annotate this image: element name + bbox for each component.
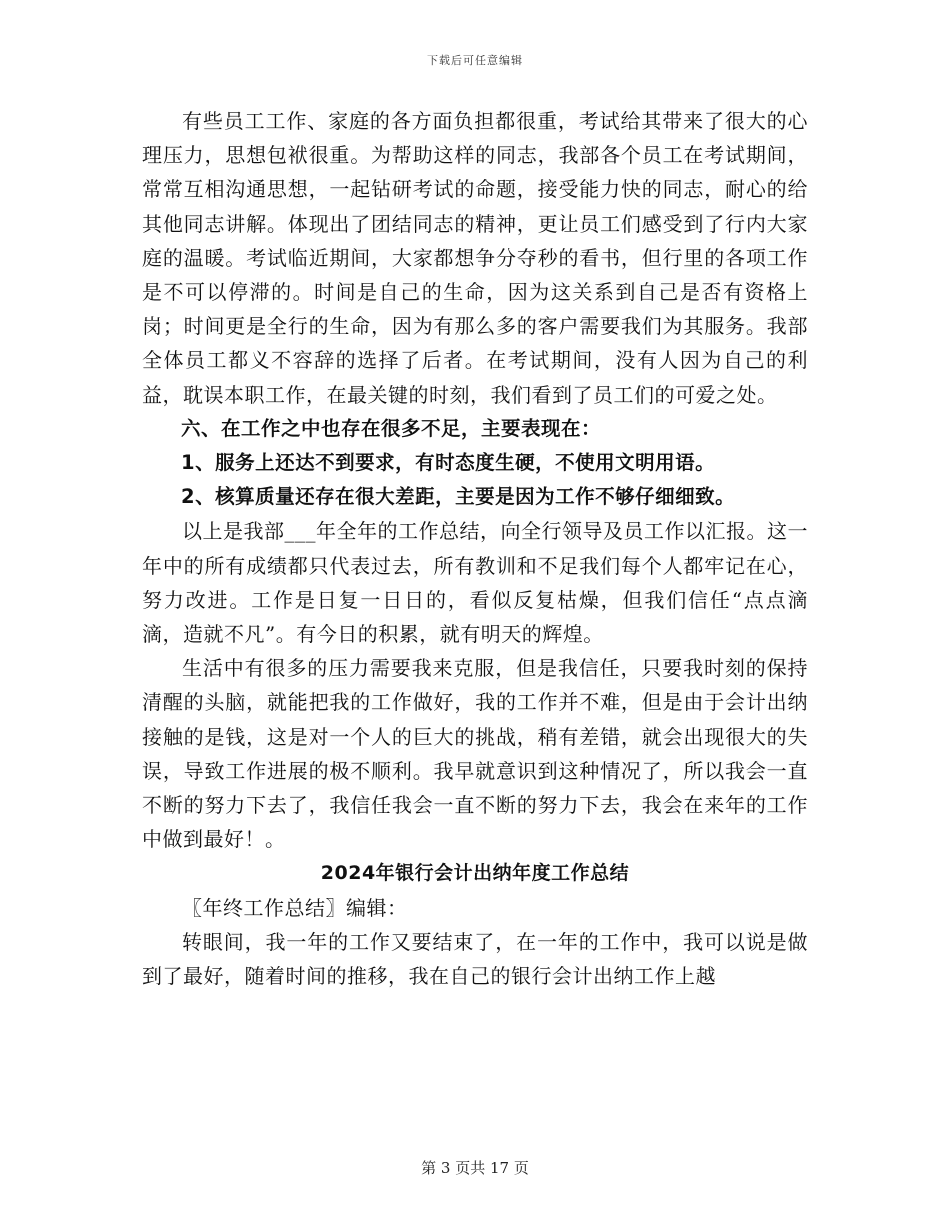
document-body (142, 104, 808, 993)
paragraph-summary-report: 以上是我部___年全年的工作总结，向全行领导及员工作以汇报。这一年中的所有成绩都只代表过去，所有教训和不足我们每个人都牢记在心，努力改进。工作是日复一日日的，看似反复枯燥，但我们信任“点点滴滴，造就不凡”。有今日的积累，就有明天的辉煌。 (142, 519, 808, 647)
page-header: 下载后可任意编辑 (427, 54, 523, 67)
paragraph-exam-support: 有些员工工作、家庭的各方面负担都很重，考试给其带来了很大的心理压力，思想包袱很重。为帮助这样的同志，我部各个员工在考试期间，常常互相沟通思想，一起钻研考试的命题，接受能力快的同志，耐心的给其他同志讲解。体现出了团结同志的精神，更让员工们感受到了行内大家庭的温暖。考试临近期间，大家都想争分夺秒的看书，但行里的各项工作是不可以停滞的。时间是自己的生命，因为这关系到自己是否有资格上岗；时间更是全行的生命，因为有那么多的客户需要我们为其服务。我部全体员工都义不容辞的选择了后者。在考试期间，没有人因为自己的利益，耽误本职工作，在最关键的时刻，我们看到了员工们的可爱之处。 (142, 109, 808, 407)
editor-line: 〖年终工作总结〗编辑： (182, 895, 408, 920)
shortcoming-item-1: 1、服务上还达不到要求，有时态度生硬，不使用文明用语。 (181, 451, 716, 475)
paragraph-life-pressure: 生活中有很多的压力需要我来克服，但是我信任，只要我时刻的保持清醒的头脑，就能把我的工作做好，我的工作并不难，但是由于会计出纳接触的是钱，这是对一个人的巨大的挑战，稍有差错，就会出现很大的失误，导致工作进展的极不顺利。我早就意识到这种情况了，所以我会一直不断的努力下去了，我信任我会一直不断的努力下去，我会在来年的工作中做到最好！。 (142, 656, 808, 852)
paragraph-year-end: 转眼间，我一年的工作又要结束了，在一年的工作中，我可以说是做到了最好，随着时间的推移，我在自己的银行会计出纳工作上越 (142, 929, 808, 989)
document-title-2024: 2024年银行会计出纳年度工作总结 (320, 862, 630, 885)
shortcoming-item-2: 2、核算质量还存在很大差距，主要是因为工作不够仔细细致。 (181, 485, 736, 509)
page-number: 第 3 页共 17 页 (421, 1159, 529, 1177)
section-heading-shortcomings: 六、在工作之中也存在很多不足，主要表现在： (181, 416, 602, 440)
